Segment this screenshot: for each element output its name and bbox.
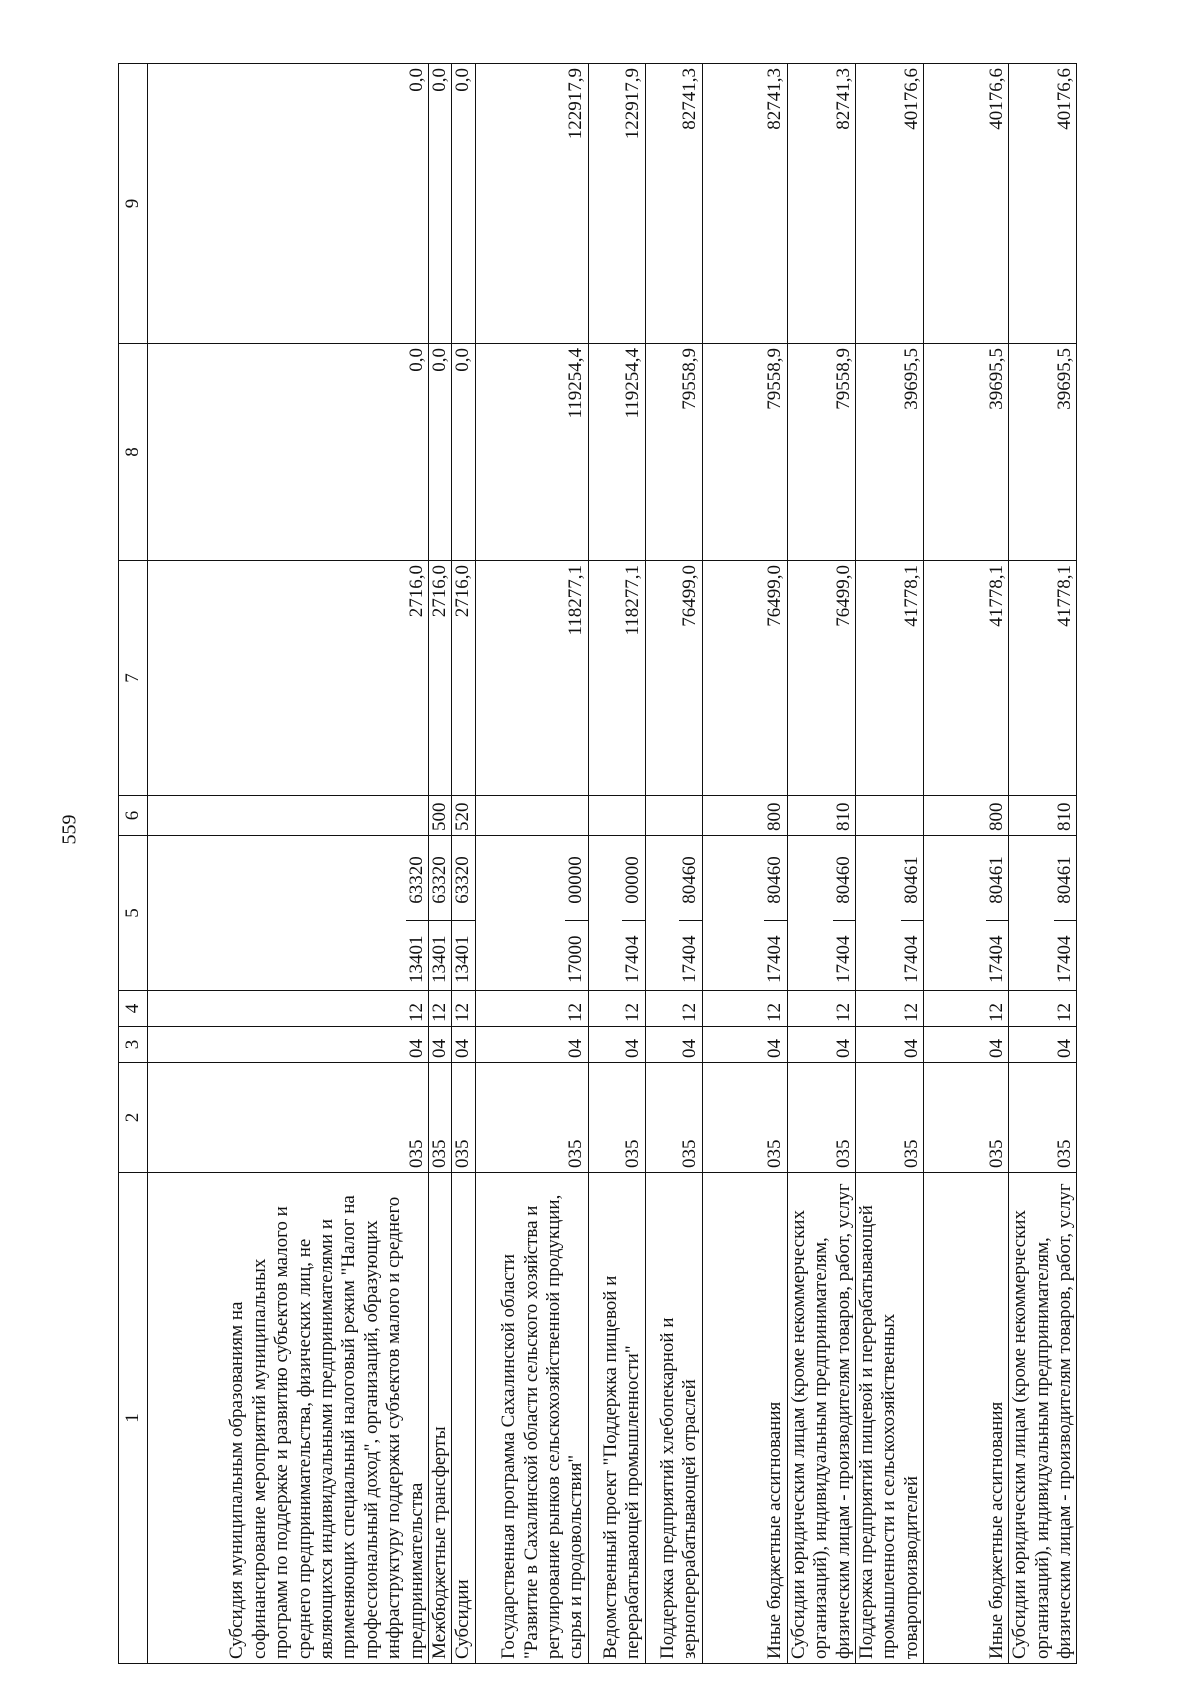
table-body <box>148 64 1077 1664</box>
cell-amount-year-1: 41778,1 <box>924 561 1009 796</box>
target-article-direction: 00000 <box>622 856 644 904</box>
cell-section-code: 04 <box>148 1027 429 1063</box>
cell-subsection-code: 12 <box>429 991 452 1027</box>
cell-target-article <box>787 836 855 991</box>
cell-amount-year-2: 39695,5 <box>856 344 924 561</box>
cell-amount-year-3: 82741,3 <box>702 64 787 344</box>
budget-table <box>118 63 1077 1664</box>
cell-subsection-code: 12 <box>856 991 924 1027</box>
column-header-5: 5 <box>119 836 148 991</box>
cell-target-article <box>645 836 702 991</box>
cell-target-article <box>148 836 429 991</box>
cell-amount-year-3: 0,0 <box>429 64 452 344</box>
cell-target-article <box>588 836 645 991</box>
target-article-direction: 80461 <box>900 856 922 904</box>
column-header-3: 3 <box>119 1027 148 1063</box>
budget-table-frame <box>118 64 1076 1664</box>
column-number-row <box>119 64 148 1664</box>
cell-subsection-code: 12 <box>787 991 855 1027</box>
table-row <box>429 64 452 1664</box>
cell-subsection-code: 12 <box>702 991 787 1027</box>
cell-target-article <box>924 836 1009 991</box>
cell-expense-type <box>645 796 702 836</box>
cell-expense-type: 500 <box>429 796 452 836</box>
cell-subsection-code: 12 <box>924 991 1009 1027</box>
target-article-direction: 80460 <box>764 856 786 904</box>
cell-ministry-code: 035 <box>148 1063 429 1173</box>
cell-expense-type: 810 <box>787 796 855 836</box>
cell-ministry-code: 035 <box>429 1063 452 1173</box>
cell-amount-year-1: 2716,0 <box>148 561 429 796</box>
cell-amount-year-1: 41778,1 <box>1009 561 1077 796</box>
row-description: Иные бюджетные ассигнования <box>702 1173 787 1664</box>
column-header-9: 9 <box>119 64 148 344</box>
cell-subsection-code: 12 <box>1009 991 1077 1027</box>
cell-target-article <box>856 836 924 991</box>
column-header-7: 7 <box>119 561 148 796</box>
target-article-direction: 63320 <box>452 856 474 904</box>
cell-amount-year-2: 0,0 <box>452 344 475 561</box>
cell-ministry-code: 035 <box>924 1063 1009 1173</box>
cell-amount-year-2: 39695,5 <box>924 344 1009 561</box>
cell-expense-type <box>588 796 645 836</box>
cell-amount-year-3: 122917,9 <box>475 64 588 344</box>
cell-ministry-code: 035 <box>1009 1063 1077 1173</box>
cell-amount-year-2: 79558,9 <box>702 344 787 561</box>
cell-section-code: 04 <box>924 1027 1009 1063</box>
cell-amount-year-2: 119254,4 <box>475 344 588 561</box>
row-description: Межбюджетные трансферты <box>429 1173 452 1664</box>
target-article-program: 17404 <box>679 920 701 986</box>
column-header-1: 1 <box>119 1173 148 1664</box>
cell-amount-year-2: 0,0 <box>429 344 452 561</box>
target-article-direction: 80460 <box>679 856 701 904</box>
cell-section-code: 04 <box>475 1027 588 1063</box>
target-article-direction: 63320 <box>429 856 450 904</box>
column-header-8: 8 <box>119 344 148 561</box>
target-article-direction: 80460 <box>832 856 854 904</box>
cell-amount-year-1: 41778,1 <box>856 561 924 796</box>
cell-ministry-code: 035 <box>856 1063 924 1173</box>
cell-subsection-code: 12 <box>645 991 702 1027</box>
cell-section-code: 04 <box>856 1027 924 1063</box>
cell-subsection-code: 12 <box>148 991 429 1027</box>
cell-amount-year-3: 0,0 <box>452 64 475 344</box>
target-article-program: 13401 <box>452 920 474 986</box>
column-header-4: 4 <box>119 991 148 1027</box>
cell-section-code: 04 <box>787 1027 855 1063</box>
table-row <box>856 64 924 1664</box>
target-article-direction: 00000 <box>565 856 587 904</box>
cell-amount-year-2: 39695,5 <box>1009 344 1077 561</box>
cell-expense-type <box>856 796 924 836</box>
target-article-program: 17404 <box>833 920 855 986</box>
row-description: Ведомственный проект "Поддержка пищевой и перерабатывающей промышленности" <box>588 1173 645 1664</box>
cell-amount-year-3: 122917,9 <box>588 64 645 344</box>
target-article-program: 17000 <box>565 920 587 986</box>
cell-section-code: 04 <box>702 1027 787 1063</box>
cell-amount-year-3: 40176,6 <box>856 64 924 344</box>
cell-ministry-code: 035 <box>645 1063 702 1173</box>
cell-section-code: 04 <box>645 1027 702 1063</box>
cell-target-article <box>429 836 452 991</box>
target-article-program: 17404 <box>1054 920 1076 986</box>
cell-ministry-code: 035 <box>475 1063 588 1173</box>
cell-amount-year-1: 76499,0 <box>702 561 787 796</box>
target-article-direction: 63320 <box>405 856 427 904</box>
cell-ministry-code: 035 <box>588 1063 645 1173</box>
cell-expense-type: 800 <box>702 796 787 836</box>
cell-amount-year-1: 118277,1 <box>475 561 588 796</box>
cell-ministry-code: 035 <box>787 1063 855 1173</box>
cell-subsection-code: 12 <box>452 991 475 1027</box>
page-number: 559 <box>58 814 81 845</box>
target-article-program: 17404 <box>901 920 923 986</box>
cell-amount-year-1: 76499,0 <box>645 561 702 796</box>
cell-amount-year-1: 2716,0 <box>452 561 475 796</box>
table-row <box>148 64 429 1664</box>
cell-amount-year-1: 76499,0 <box>787 561 855 796</box>
cell-expense-type <box>148 796 429 836</box>
cell-target-article <box>475 836 588 991</box>
target-article-direction: 80461 <box>985 856 1007 904</box>
target-article-program: 13401 <box>406 920 428 986</box>
cell-section-code: 04 <box>452 1027 475 1063</box>
cell-amount-year-3: 82741,3 <box>645 64 702 344</box>
cell-amount-year-1: 2716,0 <box>429 561 452 796</box>
cell-target-article <box>702 836 787 991</box>
cell-amount-year-2: 79558,9 <box>787 344 855 561</box>
row-description: Субсидии <box>452 1173 475 1664</box>
column-header-6: 6 <box>119 796 148 836</box>
cell-ministry-code: 035 <box>452 1063 475 1173</box>
cell-target-article <box>452 836 475 991</box>
table-row <box>787 64 855 1664</box>
table-row <box>452 64 475 1664</box>
row-description: Субсидия муниципальным образованиям на софинансирование мероприятий муниципальных программ по поддержке и развитию субъектов малого и среднего предпринимательства, физических лиц, не являющихся индивидуальными предпринимателями и применяющих специальный налоговый режим "Налог на профессиональный доход", организаций, образующих инфраструктуру поддержки субъектов малого и среднего предпринимательства <box>148 1173 429 1664</box>
table-row <box>475 64 588 1664</box>
row-description: Иные бюджетные ассигнования <box>924 1173 1009 1664</box>
cell-section-code: 04 <box>1009 1027 1077 1063</box>
target-article-direction: 80461 <box>1054 856 1076 904</box>
row-description: Субсидии юридическим лицам (кроме некоммерческих организаций), индивидуальным предпринимателям, физическим лицам - производителям товаров, работ, услуг <box>787 1173 855 1664</box>
cell-amount-year-3: 40176,6 <box>924 64 1009 344</box>
cell-amount-year-2: 0,0 <box>148 344 429 561</box>
cell-expense-type: 520 <box>452 796 475 836</box>
row-description: Поддержка предприятий пищевой и перерабатывающей промышленности и сельскохозяйственных товаропроизводителей <box>856 1173 924 1664</box>
cell-expense-type <box>475 796 588 836</box>
cell-amount-year-1: 118277,1 <box>588 561 645 796</box>
row-description: Поддержка предприятий хлебопекарной и зерноперерабатывающей отраслей <box>645 1173 702 1664</box>
target-article-program: 13401 <box>429 920 451 986</box>
cell-amount-year-3: 0,0 <box>148 64 429 344</box>
table-row <box>1009 64 1077 1664</box>
cell-amount-year-3: 40176,6 <box>1009 64 1077 344</box>
target-article-program: 17404 <box>764 920 786 986</box>
row-description: Государственная программа Сахалинской области "Развитие в Сахалинской области сельского хозяйства и регулирование рынков сельскохозяйственной продукции, сырья и продовольствия" <box>475 1173 588 1664</box>
row-description: Субсидии юридическим лицам (кроме некоммерческих организаций), индивидуальным предпринимателям, физическим лицам - производителям товаров, работ, услуг <box>1009 1173 1077 1664</box>
cell-subsection-code: 12 <box>475 991 588 1027</box>
target-article-program: 17404 <box>622 920 644 986</box>
column-header-2: 2 <box>119 1063 148 1173</box>
target-article-program: 17404 <box>986 920 1008 986</box>
table-row <box>702 64 787 1664</box>
cell-amount-year-2: 79558,9 <box>645 344 702 561</box>
rotated-table-container <box>118 64 1076 1664</box>
table-row <box>588 64 645 1664</box>
cell-target-article <box>1009 836 1077 991</box>
cell-expense-type: 810 <box>1009 796 1077 836</box>
cell-section-code: 04 <box>429 1027 452 1063</box>
table-row <box>645 64 702 1664</box>
table-row <box>924 64 1009 1664</box>
cell-ministry-code: 035 <box>702 1063 787 1173</box>
cell-subsection-code: 12 <box>588 991 645 1027</box>
cell-amount-year-3: 82741,3 <box>787 64 855 344</box>
cell-section-code: 04 <box>588 1027 645 1063</box>
cell-expense-type: 800 <box>924 796 1009 836</box>
cell-amount-year-2: 119254,4 <box>588 344 645 561</box>
